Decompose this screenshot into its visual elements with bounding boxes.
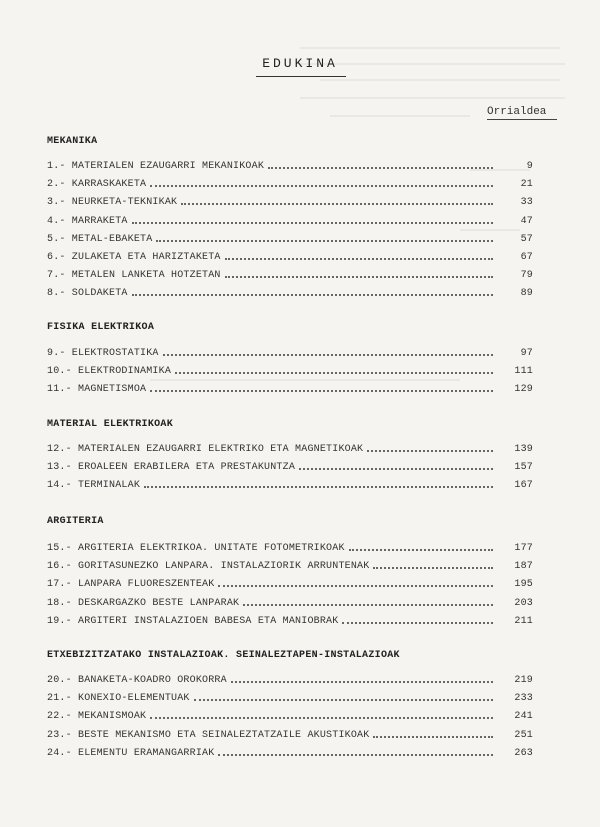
- toc-entry-page-number: 97: [520, 348, 533, 359]
- toc-entry-page-number: 111: [514, 366, 533, 378]
- toc-entry-label: 24.- ELEMENTU ERAMANGARRIAK: [47, 747, 215, 759]
- toc-entry[interactable]: [47, 381, 533, 395]
- toc-entry[interactable]: [47, 231, 533, 245]
- toc-entry-page-number: 251: [514, 729, 533, 741]
- section-heading: ETXEBIZITZATAKO INSTALAZIOAK. SEINALEZTAPEN-INSTALAZIOAK: [47, 650, 400, 661]
- section-heading: MEKANIKA: [47, 136, 98, 147]
- page-column-header: [487, 106, 557, 120]
- toc-entry-label: 20.- BANAKETA-KOADRO OROKORRA: [47, 675, 227, 686]
- toc-entry[interactable]: [47, 176, 533, 190]
- dot-leader: [268, 167, 493, 169]
- page-column-header-underline: [487, 119, 557, 120]
- dot-leader: [150, 717, 493, 719]
- toc-entry-label: 19.- ARGITERI INSTALAZIOEN BABESA ETA MANIOBRAK: [47, 615, 339, 627]
- toc-entry-label: 3.- NEURKETA-TEKNIKAK: [47, 197, 178, 209]
- dot-leader: [150, 185, 493, 187]
- toc-entry-label: 12.- MATERIALEN EZAUGARRI ELEKTRIKO ETA MAGNETIKOAK: [47, 444, 364, 455]
- toc-entry-label: 4.- MARRAKETA: [47, 215, 128, 227]
- toc-entry-label: 6.- ZULAKETA ETA HARIZTAKETA: [47, 252, 221, 263]
- dot-leader: [225, 276, 493, 278]
- toc-entry-page-number: 187: [514, 561, 533, 573]
- toc-entry-label: 21.- KONEXIO-ELEMENTUAK: [47, 693, 190, 705]
- toc-entry-page-number: 21: [520, 179, 533, 191]
- toc-entry-label: 22.- MEKANISMOAK: [47, 711, 147, 723]
- toc-entry[interactable]: [47, 459, 533, 473]
- toc-entry[interactable]: [47, 727, 533, 741]
- dot-leader: [367, 450, 493, 452]
- toc-entry-page-number: 241: [514, 711, 533, 723]
- toc-entry-page-number: 89: [520, 288, 533, 300]
- toc-entry-page-number: 203: [514, 597, 533, 609]
- toc-entry-label: 5.- METAL-EBAKETA: [47, 233, 153, 245]
- dot-leader: [181, 203, 493, 205]
- toc-entry[interactable]: [47, 363, 533, 377]
- toc-entry[interactable]: [47, 477, 533, 491]
- dot-leader: [349, 549, 493, 551]
- dot-leader: [150, 390, 493, 392]
- dot-leader: [144, 486, 493, 488]
- toc-entry-page-number: 47: [520, 215, 533, 227]
- toc-entry-page-number: 139: [514, 444, 533, 455]
- toc-entry[interactable]: [47, 672, 533, 686]
- toc-entry[interactable]: [47, 690, 533, 704]
- dot-leader: [194, 699, 493, 701]
- toc-entry-label: 9.- ELEKTROSTATIKA: [47, 348, 159, 359]
- toc-entry[interactable]: [47, 285, 533, 299]
- toc-entry-page-number: 233: [514, 693, 533, 705]
- toc-entry-page-number: 57: [520, 233, 533, 245]
- toc-entry-page-number: 67: [520, 252, 533, 263]
- toc-entry[interactable]: [47, 158, 533, 172]
- toc-entry-label: 1.- MATERIALEN EZAUGARRI MEKANIKOAK: [47, 161, 265, 172]
- toc-entry-label: 18.- DESKARGAZKO BESTE LANPARAK: [47, 597, 240, 609]
- dot-leader: [373, 736, 493, 738]
- toc-entry-page-number: 167: [514, 480, 533, 492]
- dot-leader: [373, 567, 493, 569]
- dot-leader: [132, 222, 493, 224]
- dot-leader: [225, 258, 493, 260]
- toc-entry-label: 11.- MAGNETISMOA: [47, 384, 147, 396]
- toc-entry-label: 8.- SOLDAKETA: [47, 288, 128, 300]
- toc-entry-page-number: 263: [514, 747, 533, 759]
- toc-entry[interactable]: [47, 558, 533, 572]
- dot-leader: [342, 622, 493, 624]
- toc-entry[interactable]: [47, 576, 533, 590]
- toc-entry-page-number: 157: [514, 462, 533, 474]
- dot-leader: [175, 372, 493, 374]
- toc-entry-label: 16.- GORITASUNEZKO LANPARA. INSTALAZIORIK ARRUNTENAK: [47, 561, 370, 573]
- dot-leader: [163, 354, 493, 356]
- toc-entry-page-number: 211: [514, 615, 533, 627]
- page-column-header-label: Orrialdea: [487, 106, 547, 118]
- dot-leader: [231, 681, 493, 683]
- dot-leader: [218, 585, 493, 587]
- toc-entry-page-number: 129: [514, 384, 533, 396]
- toc-entry[interactable]: [47, 441, 533, 455]
- toc-entry-label: 7.- METALEN LANKETA HOTZETAN: [47, 270, 221, 282]
- dot-leader: [243, 604, 493, 606]
- toc-entry[interactable]: [47, 213, 533, 227]
- dot-leader: [132, 294, 493, 296]
- toc-entry-label: 14.- TERMINALAK: [47, 480, 141, 492]
- section-heading: MATERIAL ELEKTRIKOAK: [47, 419, 174, 430]
- toc-entry[interactable]: [47, 249, 533, 263]
- toc-entry-page-number: 219: [514, 675, 533, 686]
- toc-entry[interactable]: [47, 613, 533, 627]
- toc-entry[interactable]: [47, 595, 533, 609]
- dot-leader: [299, 468, 493, 470]
- toc-entry-page-number: 195: [514, 579, 533, 591]
- toc-entry[interactable]: [47, 708, 533, 722]
- toc-entry-page-number: 177: [514, 543, 533, 554]
- section-heading: FISIKA ELEKTRIKOA: [47, 322, 155, 333]
- page-title: EDUKINA: [262, 56, 338, 71]
- toc-entry-label: 10.- ELEKTRODINAMIKA: [47, 366, 172, 378]
- toc-entry-label: 23.- BESTE MEKANISMO ETA SEINALEZTATZAILE AKUSTIKOAK: [47, 729, 370, 741]
- toc-entry-page-number: 33: [520, 197, 533, 209]
- toc-entry[interactable]: [47, 540, 533, 554]
- toc-entry[interactable]: [47, 745, 533, 759]
- toc-entry-label: 17.- LANPARA FLUORESZENTEAK: [47, 579, 215, 591]
- toc-entry[interactable]: [47, 345, 533, 359]
- toc-entry[interactable]: [47, 194, 533, 208]
- section-heading: ARGITERIA: [47, 516, 104, 527]
- dot-leader: [218, 754, 493, 756]
- toc-entry[interactable]: [47, 267, 533, 281]
- toc-entry-page-number: 79: [520, 270, 533, 282]
- title-underline: [256, 76, 346, 77]
- toc-entry-page-number: 9: [526, 161, 533, 172]
- toc-entry-label: 2.- KARRASKAKETA: [47, 179, 147, 191]
- dot-leader: [156, 240, 493, 242]
- toc-entry-label: 15.- ARGITERIA ELEKTRIKOA. UNITATE FOTOMETRIKOAK: [47, 543, 345, 554]
- toc-entry-label: 13.- EROALEEN ERABILERA ETA PRESTAKUNTZA: [47, 462, 296, 474]
